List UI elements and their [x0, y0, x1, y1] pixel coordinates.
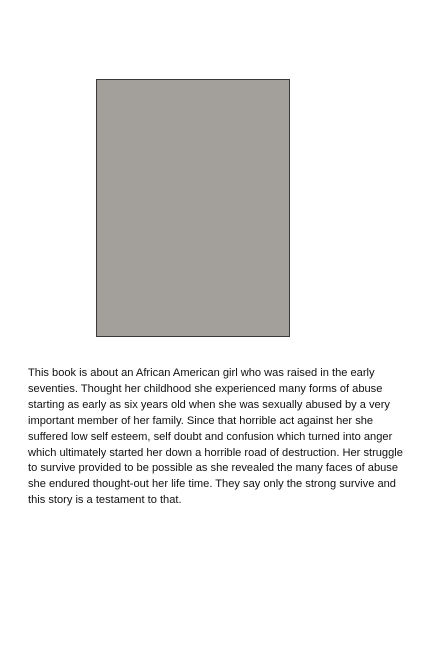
book-description: This book is about an African American girl who was raised in the early seventies. Thought her childhood she experienced many forms of abuse starting as early as six years old when she was sexually abused by a very important member of her family. Since that horrible act against her she suffered low self esteem, self doubt and confusion which turned into anger which ultimately started her down a horrible road of destruction. Her struggle to survive provided to be possible as she revealed the many faces of abuse she endured thought-out her life time. They say only the strong survive and this story is a testament to that.	[28, 367, 403, 507]
book-cover-image	[96, 79, 290, 337]
